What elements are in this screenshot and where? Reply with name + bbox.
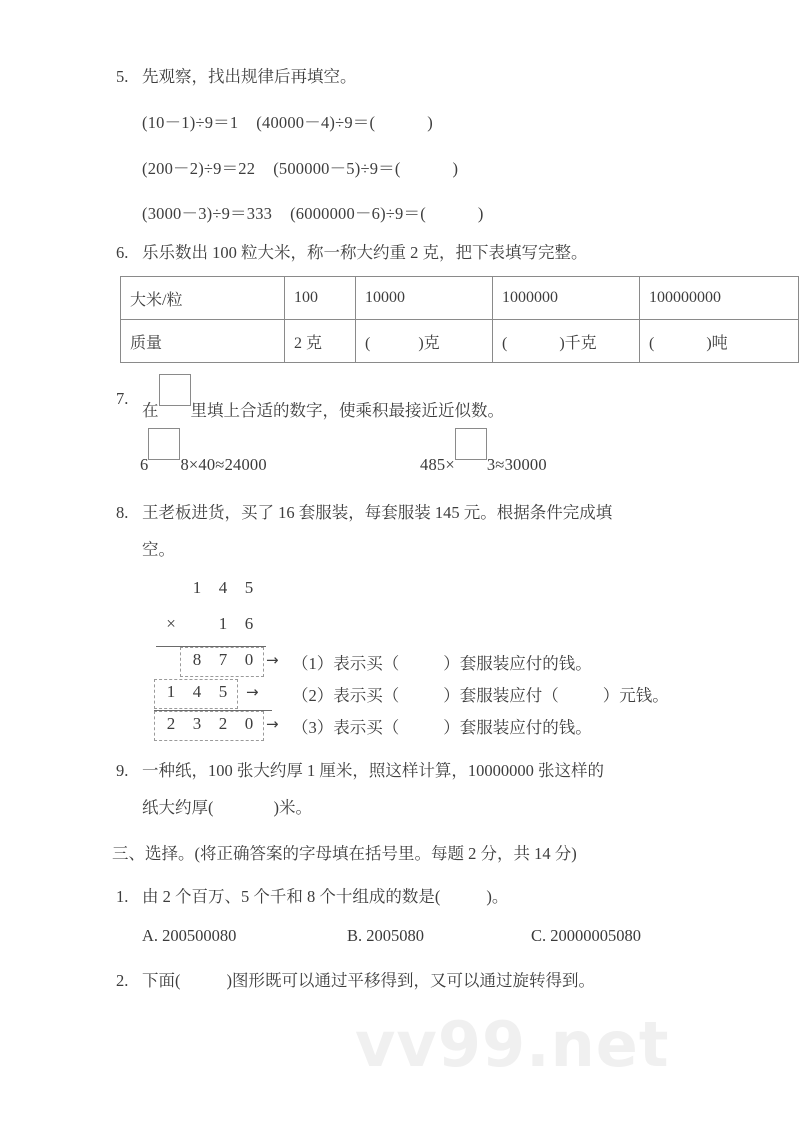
q5-row1-left: (10－1)÷9＝1 — [142, 113, 239, 132]
explanation-1-mid: ）套服装应付的钱。 — [443, 654, 592, 673]
multiplicand-digit-3: 5 — [244, 578, 254, 597]
fill-box-left[interactable] — [148, 428, 180, 460]
question-7-prompt-after: 里填上合适的数字，使乘积最接近近似数。 — [190, 401, 504, 420]
option-c[interactable]: C. 20000005080 — [531, 926, 642, 945]
table-cell-mass-3[interactable] — [493, 320, 640, 363]
option-b[interactable]: B. 2005080 — [347, 926, 425, 945]
table-cell-grains-3: 1000000 — [493, 277, 640, 320]
multiplier-digit-2: 6 — [244, 614, 254, 633]
partial2-digit-1: 1 — [166, 682, 176, 701]
total-highlight-box — [154, 711, 264, 741]
partial-product-1-highlight-box — [180, 647, 264, 677]
q7-right-a: 485× — [420, 455, 455, 474]
q5-expression-row-2 — [142, 156, 762, 182]
question-6-table-wrapper — [120, 276, 799, 363]
question-8-prompt-line-2: 空。 — [142, 539, 175, 559]
question-9-prompt-line-1: 一种纸，100 张大约厚 1 厘米，照这样计算，10000000 张这样的 — [142, 761, 604, 780]
option-a[interactable]: A. 200500080 — [142, 926, 237, 945]
choice-question-2-prompt-prefix: 下面( — [142, 971, 181, 990]
q7-left-a: 6 — [140, 455, 149, 474]
question-5 — [116, 64, 736, 90]
total-digit-3: 2 — [218, 714, 228, 733]
question-7-prompt — [142, 386, 756, 424]
q5-row1-right-suffix: ) — [427, 113, 433, 132]
question-5-number: 5. — [116, 67, 129, 86]
question-9-line2-suffix: )米。 — [273, 797, 312, 817]
table-cell-mass-4[interactable] — [640, 320, 799, 363]
q5-row3-left: (3000－3)÷9＝333 — [142, 204, 273, 224]
section-3-heading: 三、选择。(将正确答案的字母填在括号里。每题 2 分，共 14 分) — [112, 844, 577, 863]
partial-product-2-highlight-box — [154, 679, 238, 709]
table-cell-grains-4: 100000000 — [640, 277, 799, 320]
table-cell-mass-2-prefix: ( — [365, 334, 371, 352]
multiplicand-row — [184, 578, 262, 598]
watermark: vv99.net — [355, 1008, 670, 1081]
arrow-1 — [266, 651, 278, 670]
multiplier-row — [158, 614, 262, 634]
explanation-1-label: （1）表示买（ — [292, 654, 400, 673]
table-cell-mass-1-value: 2 克 — [294, 334, 323, 352]
explanation-3-mid: ）套服装应付的钱。 — [443, 718, 592, 737]
question-6-prompt: 乐乐数出 100 粒大米，称一称大约重 2 克，把下表填写完整。 — [142, 243, 588, 262]
explanation-1 — [292, 650, 592, 674]
fill-box-prompt[interactable] — [159, 374, 191, 406]
q7-left-b: 8×40≈24000 — [180, 455, 267, 474]
q5-row3-right-prefix: (6000000－6)÷9＝( — [290, 204, 426, 224]
q5-expression-row-3 — [142, 201, 762, 227]
table-cell-mass-4-suffix: )吨 — [706, 334, 728, 352]
table-cell-mass-3-suffix: )千克 — [559, 334, 597, 352]
explanation-2-tail: ）元钱。 — [602, 686, 669, 705]
question-8 — [116, 500, 776, 562]
multiplier-digit-1: 1 — [218, 614, 228, 633]
partial2-digit-2: 4 — [192, 682, 202, 701]
choice-question-1-prompt — [142, 884, 776, 910]
partial1-digit-3: 0 — [244, 650, 254, 669]
question-6-number: 6. — [116, 243, 129, 262]
question-6 — [116, 240, 756, 266]
total-digit-1: 2 — [166, 714, 176, 733]
question-9-line2-prefix: 纸大约厚( — [142, 797, 214, 817]
question-5-expressions — [142, 110, 762, 227]
question-5-prompt: 先观察，找出规律后再填空。 — [142, 67, 357, 86]
q5-row1-right-prefix: (40000－4)÷9＝( — [256, 113, 376, 132]
table-cell-mass-1 — [285, 320, 356, 363]
question-7-number: 7. — [116, 389, 129, 408]
choice-question-1-number: 1. — [116, 887, 129, 906]
q5-row2-left: (200－2)÷9＝22 — [142, 158, 256, 178]
question-9-number: 9. — [116, 761, 129, 780]
question-7-expression-left — [140, 440, 267, 475]
question-7-prompt-before: 在 — [142, 401, 159, 420]
arrow-right-icon-2: → — [246, 683, 257, 701]
choice-question-1-options — [142, 926, 762, 952]
long-multiplication — [160, 578, 760, 738]
table-cell-mass-4-prefix: ( — [649, 334, 655, 352]
choice-question-2-prompt-suffix: )图形既可以通过平移得到，又可以通过旋转得到。 — [226, 971, 595, 990]
table-cell-mass-3-prefix: ( — [502, 334, 508, 352]
explanation-2 — [292, 682, 669, 706]
explanation-2-label: （2）表示买（ — [292, 686, 400, 705]
table-cell-mass-2[interactable] — [356, 320, 493, 363]
choice-question-1 — [116, 884, 776, 910]
q5-row2-right-suffix: ) — [452, 158, 459, 178]
arrow-right-icon-1: → — [266, 651, 278, 669]
explanation-3-label: （3）表示买（ — [292, 718, 400, 737]
explanation-3 — [292, 714, 592, 738]
table-cell-grains-1: 100 — [285, 277, 356, 320]
multiply-operator: × — [166, 614, 176, 633]
arrow-2 — [246, 683, 257, 702]
multiplicand-digit-2: 4 — [218, 578, 228, 597]
fill-box-right[interactable] — [455, 428, 487, 460]
total-digit-2: 3 — [192, 714, 202, 733]
table-header-mass: 质量 — [121, 320, 285, 363]
partial2-digit-3: 5 — [218, 682, 228, 701]
table-row-grains — [121, 277, 799, 320]
question-7 — [116, 386, 756, 424]
question-8-number: 8. — [116, 503, 129, 522]
partial1-digit-1: 8 — [192, 650, 202, 669]
table-header-grains: 大米/粒 — [121, 277, 285, 320]
choice-question-2 — [116, 968, 796, 994]
question-9 — [116, 758, 796, 820]
table-cell-grains-2: 10000 — [356, 277, 493, 320]
q7-right-b: 3≈30000 — [486, 455, 547, 474]
q5-row2-right-prefix: (500000－5)÷9＝( — [273, 158, 401, 178]
total-digit-4: 0 — [244, 714, 254, 733]
arrow-3 — [266, 715, 278, 734]
choice-question-2-number: 2. — [116, 971, 129, 990]
rice-quantity-table — [120, 276, 799, 363]
question-9-line-2 — [142, 795, 796, 821]
arrow-right-icon-3: → — [266, 715, 278, 733]
table-cell-mass-2-suffix: )克 — [418, 334, 440, 352]
question-8-prompt-line-1: 王老板进货，买了 16 套服装，每套服装 145 元。根据条件完成填 — [142, 503, 613, 522]
choice-question-2-prompt — [142, 968, 796, 994]
choice-question-1-prompt-prefix: 由 2 个百万、5 个千和 8 个十组成的数是( — [142, 887, 441, 906]
question-7-expression-right — [420, 440, 547, 475]
multiplicand-digit-1: 1 — [192, 578, 202, 597]
choice-question-1-prompt-suffix: )。 — [486, 887, 509, 906]
table-row-mass — [121, 320, 799, 363]
partial1-digit-2: 7 — [218, 650, 228, 669]
q5-row3-right-suffix: ) — [477, 204, 484, 224]
q5-expression-row-1 — [142, 110, 762, 136]
explanation-2-mid: ）套服装应付（ — [443, 686, 559, 705]
